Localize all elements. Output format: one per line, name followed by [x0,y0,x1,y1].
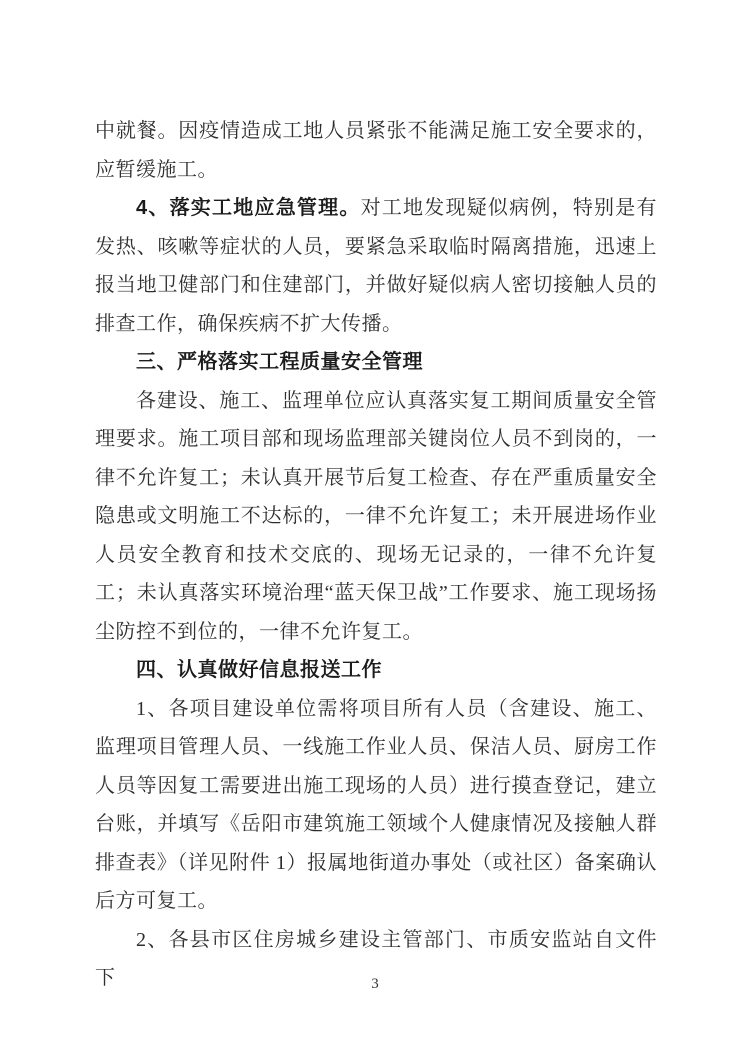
paragraph [95,690,657,921]
paragraph [95,382,657,652]
text-run: 4、落实工地应急管理。 [136,197,361,219]
section-heading [95,343,657,382]
text-run: 对工地发现疑似病例，特别是有发热、咳嗽等症状的人员，要紧急采取临时隔离措施，迅速上报当地卫健部门和住建部门，并做好疑似病人密切接触人员的排查工作，确保疾病不扩大传播。 [95,197,658,335]
text-run: 中就餐。因疫情造成工地人员紧张不能满足施工安全要求的，应暂缓施工。 [95,120,657,181]
text-run: 三、严格落实工程质量安全管理 [136,351,423,373]
text-run: 2、各县市区住房城乡建设主管部门、市质安监站自文件下 [95,928,657,989]
document-body [95,112,657,998]
section-heading [95,651,657,690]
paragraph [95,189,657,343]
text-run: 四、认真做好信息报送工作 [136,659,382,681]
page-number: 3 [371,976,379,992]
paragraph [95,112,657,189]
text-run: 1、各项目建设单位需将项目所有人员（含建设、施工、监理项目管理人员、一线施工作业人员、保洁人员、厨房工作人员等因复工需要进出施工现场的人员）进行摸查登记，建立台账，并填写《岳阳市建筑施工领域个人健康情况及接触人群排查表》（详见附件 1）报属地街道办事处（或社区）备案确认后方可复工。 [95,697,657,912]
text-run: 各建设、施工、监理单位应认真落实复工期间质量安全管理要求。施工项目部和现场监理部关键岗位人员不到岗的，一律不允许复工；未认真开展节后复工检查、存在严重质量安全隐患或文明施工不达标的，一律不允许复工；未开展进场作业人员安全教育和技术交底的、现场无记录的，一律不允许复工；未认真落实环境治理“蓝天保卫战”工作要求、施工现场扬尘防控不到位的，一律不允许复工。 [95,389,657,643]
